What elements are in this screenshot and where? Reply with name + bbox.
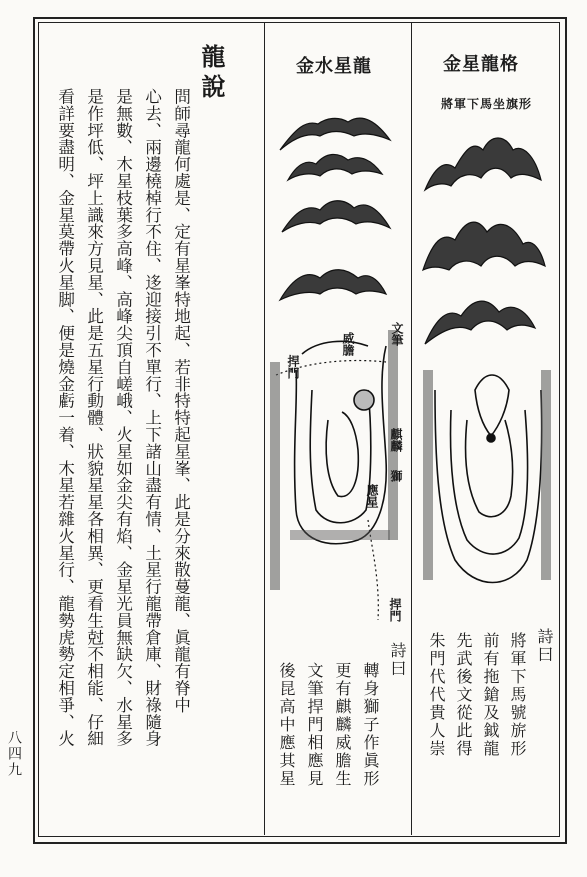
essay-title: 龍說 (197, 44, 226, 104)
middle-poem-line-1: 轉身獅子作眞形 (361, 662, 380, 788)
panel-metal-star-subtitle: 將軍下馬坐旗形 (441, 97, 533, 111)
panel-water-metal-title: 金水星龍 (296, 56, 372, 77)
page-number: 八四九 (6, 730, 22, 778)
metal-star-dragon-illustration (415, 120, 555, 620)
right-poem-line-4: 朱門代代貴人崇 (427, 632, 446, 758)
label-wenbi: 文筆 (390, 322, 404, 346)
middle-poem-line-2: 更有麒麟威膽生 (333, 662, 352, 788)
label-qilin: 麒麟 (389, 428, 403, 452)
label-yingxing: 應星 (365, 484, 379, 508)
middle-poem-line-3: 文筆捍門相應見 (305, 662, 324, 788)
label-hanmen-bottom: 捍門 (388, 598, 402, 622)
essay-column-2: 心去、兩邊橈棹行不住、迻迎接引不單行、上下諸山盡有情、土星行龍帶倉庫、財祿隨身 (142, 88, 162, 748)
middle-poem-heading: 詩曰 (388, 642, 407, 678)
label-shi: 獅 (389, 470, 403, 482)
right-poem-line-1: 將軍下馬號旂形 (508, 632, 527, 758)
middle-poem-line-4: 後昆高中應其星 (277, 662, 296, 788)
essay-column-1: 問師尋龍何處是、定有星峯特地起、若非特特起星峯、此是分來散蔓龍、眞龍有脊中 (171, 88, 191, 714)
column-divider-left (264, 22, 265, 835)
essay-column-4: 是作坪低、坪上識來方見星、此是五星行動體、狀貌星星各相異、更看生尅不相能、仔細 (84, 88, 104, 748)
right-poem-line-3: 先武後文從此得 (454, 632, 473, 758)
essay-column-3: 是無數、木星枝葉多高峰、高峰尖頂自嵯峨、火星如金尖有焰、金星光員無缺欠、水星多 (113, 88, 133, 748)
right-poem-heading: 詩曰 (535, 628, 554, 664)
label-hanmen-top: 捍門 (286, 355, 300, 379)
column-divider-right (411, 22, 412, 835)
right-poem-line-2: 前有拖鎗及鉞龍 (481, 632, 500, 758)
essay-column-5: 看詳要盡明、金星莫帶火星脚、便是燒金虧一着、木星若雜火星行、龍勢虎勢定相爭、火 (55, 88, 75, 748)
panel-metal-star-title: 金星龍格 (443, 54, 519, 75)
label-weidan: 威膽 (341, 332, 355, 356)
